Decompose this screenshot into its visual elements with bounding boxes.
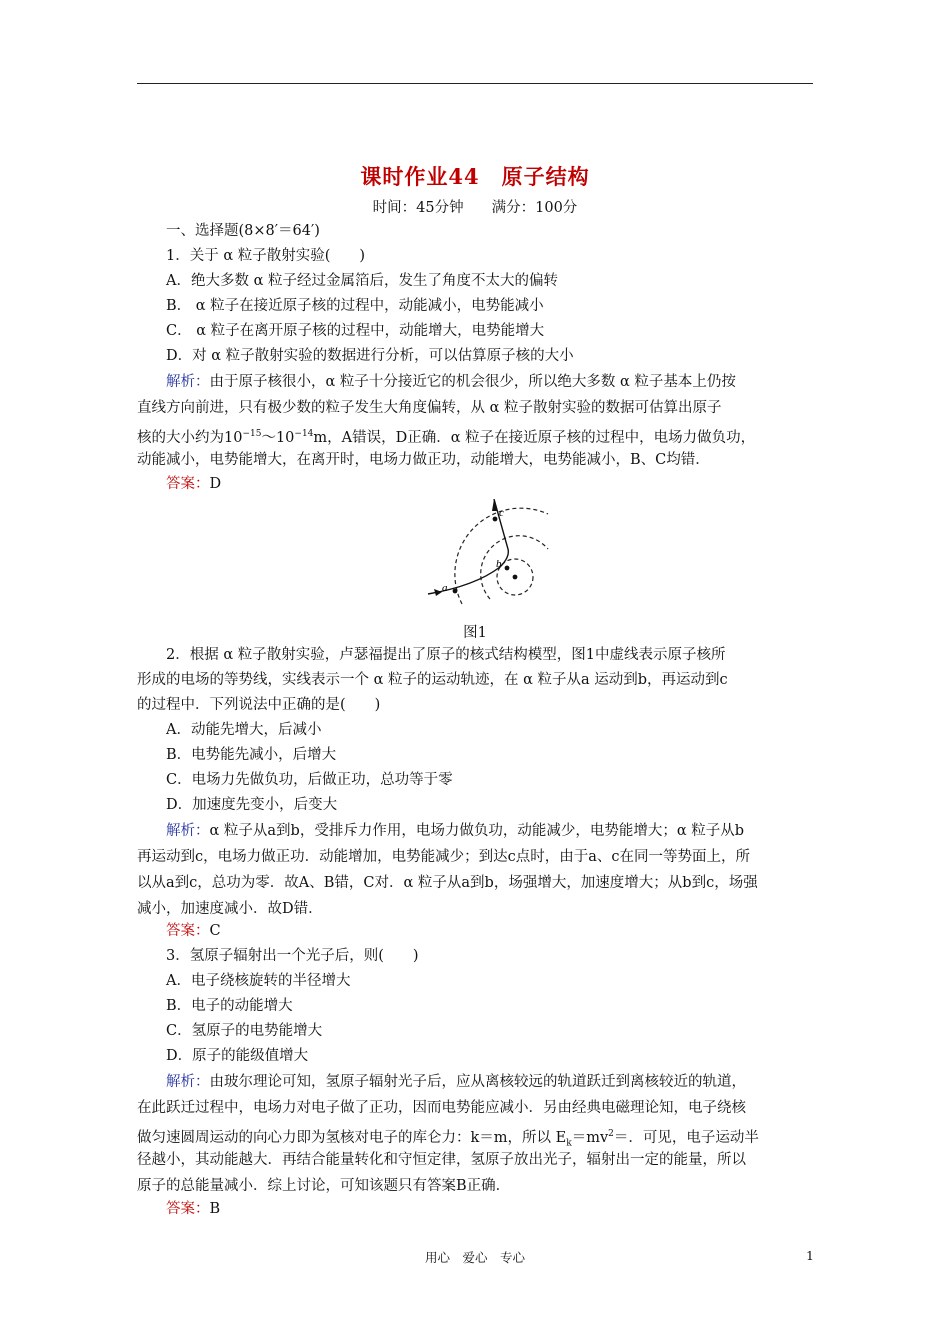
q1-answer (166, 474, 846, 494)
q3-option-c: C．氢原子的电势能增大 (166, 1023, 323, 1039)
page-title (0, 161, 950, 191)
full-score: 满分：100分 (491, 200, 578, 216)
trajectory-arrow-icon (434, 589, 442, 596)
q1-explanation-line (166, 372, 846, 392)
section-heading: 一、选择题(8×8′＝64′) (166, 223, 320, 239)
explanation-text: 由于原子核很小，α 粒子十分接近它的机会很少，所以绝大多数 α 粒子基本上仍按 (209, 374, 736, 390)
explanation-text: ＝mv (571, 1129, 609, 1146)
q1-explanation-line: 直线方向前进，只有极少数的粒子发生大角度偏转，从 α 粒子散射实验的数据可估算出原子 (137, 400, 722, 416)
q3-option-a: A．电子绕核旋转的半径增大 (166, 973, 351, 989)
exponent: −14 (294, 429, 314, 439)
equipotential-middle (481, 536, 548, 599)
q3-explanation-line: 在此跃迁过程中，电场力对电子做了正功，因而电势能应减小．另由经典电磁理论知，电子绕核 (137, 1100, 746, 1116)
q2-explanation-line: 以从a到c，总功为零．故A、B错，C对．α 粒子从a到b，场强增大，加速度增大；从b到c，场强 (137, 875, 758, 891)
q1-explanation-line: 动能减小，电势能增大，在离开时，电场力做正功，动能增大，电势能减小，B、C均错． (137, 452, 710, 468)
q3-explanation-line: 原子的总能量减小．综上讨论，可知该题只有答案B正确． (137, 1178, 511, 1194)
question-3: 3．氢原子辐射出一个光子后，则( ) (166, 948, 419, 964)
answer-value: D (209, 476, 222, 492)
point-b (505, 566, 510, 571)
explanation-text: α 粒子从a到b，受排斥力作用，电场力做负功，动能减少，电势能增大；α 粒子从b (209, 823, 745, 839)
exam-meta (0, 196, 950, 217)
answer-value: B (209, 1201, 221, 1217)
q2-explanation-line (166, 821, 846, 841)
q3-explanation-line (166, 1072, 846, 1092)
nucleus (513, 575, 518, 580)
answer-label: 答案： (166, 476, 210, 492)
analysis-label: 解析： (166, 374, 210, 390)
explanation-text: 做匀速圆周运动的向心力即为氢核对电子的库仑力：k＝m，所以 E (137, 1129, 567, 1146)
answer-label: 答案： (166, 923, 210, 939)
q2-explanation-line: 再运动到c，电场力做正功．动能增加，电势能减少；到达c点时，由于a、c在同一等势面上，所 (137, 849, 751, 865)
q2-option-c: C．电场力先做负功，后做正功，总功等于零 (166, 772, 453, 788)
label-c: c (499, 507, 504, 519)
title-part1: 课时作业44 (360, 164, 480, 189)
explanation-text: ～10 (261, 429, 295, 446)
figure-caption: 图1 (463, 625, 487, 641)
q3-explanation-line: 径越小，其动能越大．再结合能量转化和守恒定律，氢原子放出光子，辐射出一定的能量，所以 (137, 1152, 746, 1168)
exponent: 2 (608, 1129, 614, 1139)
question-2-line: 的过程中．下列说法中正确的是( ) (137, 697, 381, 713)
time-limit: 时间：45分钟 (372, 200, 464, 216)
explanation-text: 核的大小约为10 (137, 429, 243, 446)
q3-answer (166, 1199, 846, 1219)
q1-option-a: A．绝大多数 α 粒子经过金属箔后，发生了角度不太大的偏转 (166, 273, 558, 289)
q2-option-d: D．加速度先变小，后变大 (166, 797, 338, 813)
q2-answer (166, 921, 846, 941)
question-1: 1．关于 α 粒子散射实验( ) (166, 248, 366, 264)
label-b: b (496, 558, 502, 570)
q2-explanation-line: 减小，加速度减小．故D错． (137, 901, 323, 917)
analysis-label: 解析： (166, 823, 210, 839)
q1-option-c: C． α 粒子在离开原子核的过程中，动能增大，电势能增大 (166, 323, 545, 339)
explanation-text: m，A错误，D正确．α 粒子在接近原子核的过程中，电场力做负功， (313, 429, 756, 446)
subscript: k (566, 1138, 572, 1149)
page-number: 1 (806, 1248, 814, 1263)
q1-option-d: D．对 α 粒子散射实验的数据进行分析，可以估算原子核的大小 (166, 348, 574, 364)
title-part2: 原子结构 (501, 164, 590, 189)
question-2-line: 2．根据 α 粒子散射实验，卢瑟福提出了原子的核式结构模型，图1中虚线表示原子核所 (166, 647, 726, 663)
alpha-trajectory (428, 499, 508, 594)
header-rule (137, 83, 813, 84)
q3-option-d: D．原子的能级值增大 (166, 1048, 309, 1064)
explanation-text: 由玻尔理论可知，氢原子辐射光子后，应从离核较远的轨道跃迁到离核较近的轨道， (209, 1074, 746, 1090)
answer-value: C (209, 923, 221, 939)
q1-option-b: B． α 粒子在接近原子核的过程中，动能减小，电势能减小 (166, 298, 544, 314)
label-a: a (442, 582, 448, 594)
explanation-text: ＝．可见，电子运动半 (613, 1129, 759, 1146)
q1-explanation-line (137, 424, 817, 448)
question-2-line: 形成的电场的等势线，实线表示一个 α 粒子的运动轨迹，在 α 粒子从a 运动到b，再运动到c (137, 672, 728, 688)
analysis-label: 解析： (166, 1074, 210, 1090)
alpha-scattering-figure (420, 499, 552, 607)
point-c (493, 517, 498, 522)
point-a (453, 589, 458, 594)
q2-option-a: A．动能先增大，后减小 (166, 722, 322, 738)
answer-label: 答案： (166, 1201, 210, 1217)
q3-option-b: B．电子的动能增大 (166, 998, 293, 1014)
q2-option-b: B．电势能先减小，后增大 (166, 747, 337, 763)
exponent: −15 (242, 429, 262, 439)
footer-slogan: 用心 爱心 专心 (424, 1250, 525, 1265)
